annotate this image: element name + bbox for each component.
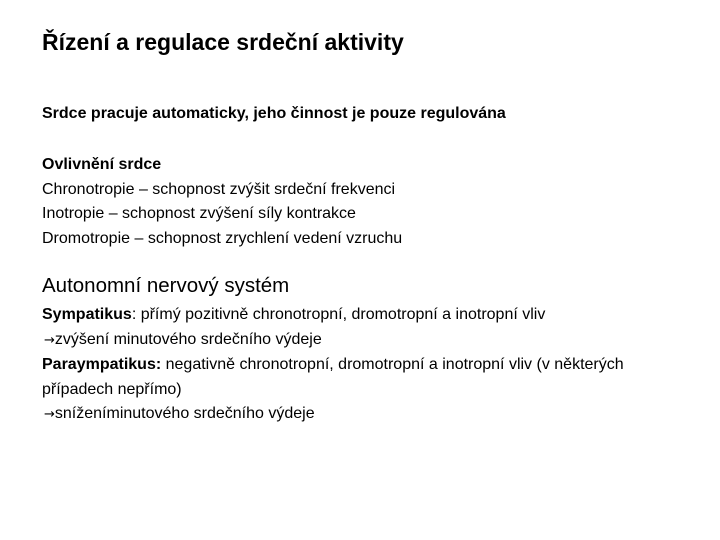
parasympathetic-term: Paraympatikus: <box>42 356 162 373</box>
parasympathetic-line <box>42 353 672 402</box>
parasympathetic-result: sníženíminutového srdečního výdeje <box>54 405 315 422</box>
parasympathetic-result-line <box>42 402 672 428</box>
ans-body <box>42 303 672 428</box>
heart-influence-section <box>42 153 402 251</box>
intro-statement: Srdce pracuje automaticky, jeho činnost je pouze regulována <box>42 105 506 122</box>
sympathetic-result: zvýšení minutového srdečního výdeje <box>54 330 322 348</box>
influence-line-dromotropy: Dromotropie – schopnost zrychlení vedení vzruchu <box>42 229 403 247</box>
sympathetic-term: Sympatikus <box>42 306 132 323</box>
influence-heading: Ovlivnění srdce <box>42 156 162 173</box>
sympathetic-result-line <box>42 328 672 354</box>
influence-line-chronotropy: Chronotropie – schopnost zvýšit srdeční frekvenci <box>42 180 396 198</box>
sympathetic-text: : přímý pozitivně chronotropní, dromotropní a inotropní vliv <box>131 306 546 323</box>
ans-heading: Autonomní nervový systém <box>42 274 290 297</box>
parasympathetic-text: negativně chronotropní, dromotropní a inotropní vliv (v některých případech nepřímo) <box>42 356 624 398</box>
right-arrow-icon: → <box>44 332 55 348</box>
right-arrow-icon: → <box>44 407 55 422</box>
influence-line-inotropy: Inotropie – schopnost zvýšení síly kontrakce <box>42 205 356 222</box>
slide-title: Řízení a regulace srdeční aktivity <box>42 29 404 55</box>
sympathetic-line <box>42 303 672 328</box>
